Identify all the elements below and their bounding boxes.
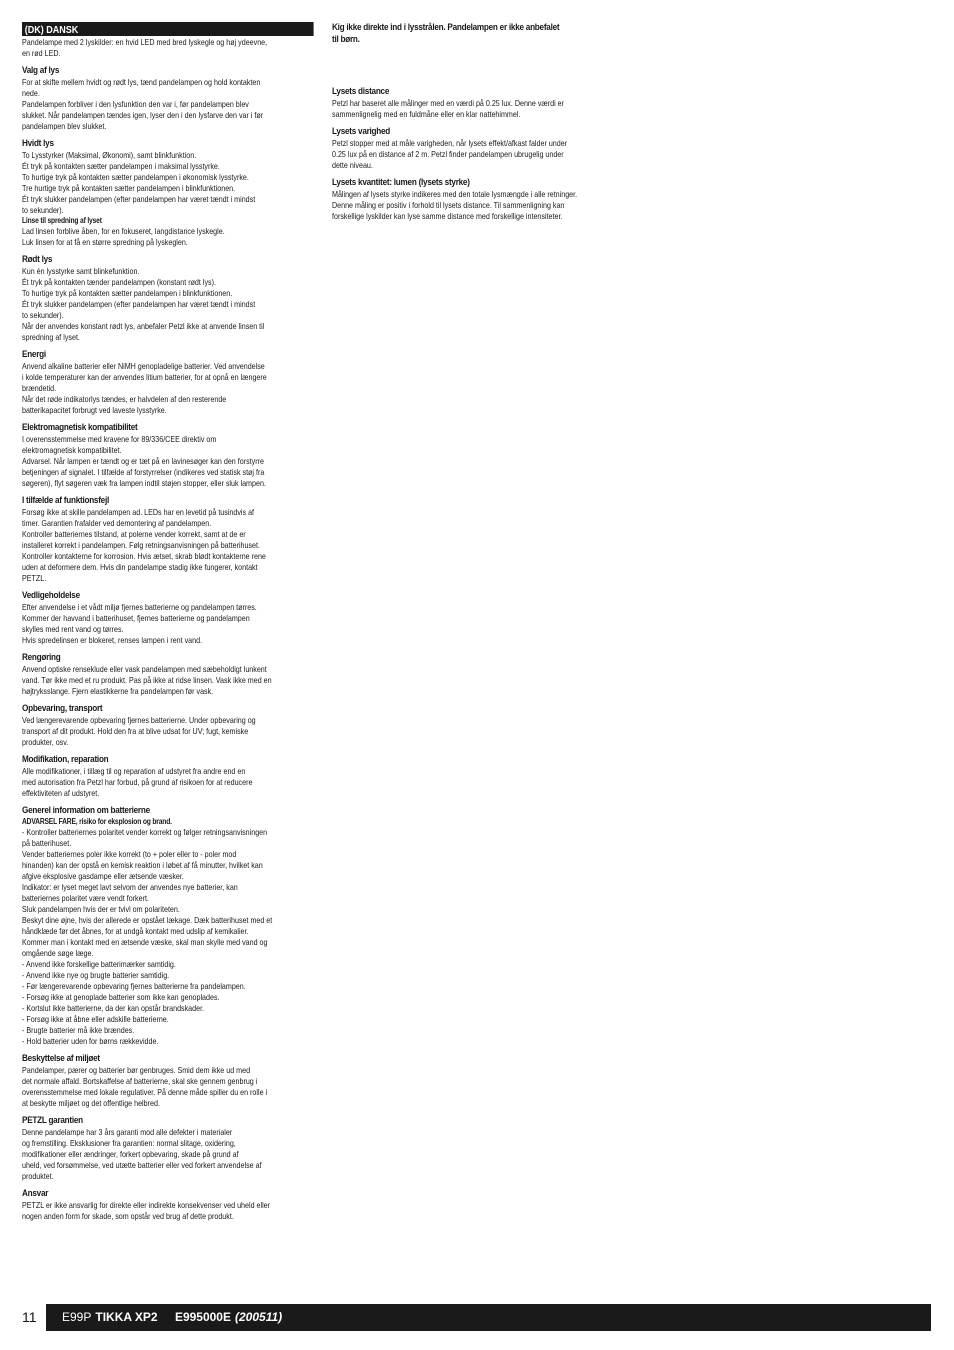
section-body: I overensstemmelse med kravene for 89/336/CEE direktiv om elektromagnetisk kompatibilitet. Advarsel. Når lampen er tændt og er tæt på en lavinesøger kan den forstyrre betjeningen af signalet. I tilfælde af forstyrrelser (indikeres ved statisk støj fra søgeren), flyt søgeren væk fra lampen indtil støjen stopper, eller sluk lampen. bbox=[22, 434, 266, 488]
section-body: Pandelamper, pærer og batterier bør genbruges. Smid dem ikke ud med det normale affald. Bortskaffelse af batterierne, skal ske gennem genbrug i overensstemmelse med lokale regulativer. På denne måde spiller du en rolle i at beskytte miljøet og det offentlige helbred. bbox=[22, 1065, 268, 1108]
section-body: Anvend optiske renseklude eller vask pandelampen med sæbeholdigt lunkent vand. Tør ikke med et ru produkt. Pas på ikke at ridse linsen. Vask ikke med en højtryksslange. Fjern elastikkerne fra pandelampen før vask. bbox=[22, 664, 272, 696]
left-column-content bbox=[22, 37, 313, 1222]
section-heading: Lysets varighed bbox=[332, 126, 391, 137]
left-column bbox=[22, 22, 314, 1222]
right-sections bbox=[332, 86, 621, 222]
language-label: (DK) DANSK bbox=[24, 25, 79, 36]
section-body: For at skifte mellem hvidt og rødt lys, tænd pandelampen og hold kontakten nede. Pandelampen forbliver i den lysfunktion den var i, før pandelampen blev slukket. Når pandelampen tændes igen, lyser den i den lysfarve den var i før pandelampen blev slukket. bbox=[22, 77, 264, 131]
section-body: Forsøg ikke at skille pandelampen ad. LEDs har en levetid på tusindvis af timer. Garantien frafalder ved demontering af pandelampen. Kontroller batteriernes tilstand, at polerne vender korrekt, samt at de er installeret korrekt i pandelampen. Følg retningsanvisningen på batterihuset. Kontroller kontakterne for korrosion. Hvis ætset, skrab blødt kontakterne rene uden at deformere dem. Hvis din pandelampe stadig ikke fungerer, kontakt PETZL. bbox=[22, 507, 266, 583]
section-heading: Vedligeholdelse bbox=[22, 590, 80, 601]
section-body: Alle modifikationer, i tillæg til og reparation af udstyret fra andre end en med autorisation fra Petzl har forbud, på grund af risikoen for at reducere effektiviteten af udstyret. bbox=[22, 766, 253, 798]
footer-ref: E995000E bbox=[174, 1310, 231, 1324]
section-heading: Ansvar bbox=[22, 1188, 49, 1199]
section-heading: Elektromagnetisk kompatibilitet bbox=[22, 422, 138, 433]
section-body: PETZL er ikke ansvarlig for direkte eller indirekte konsekvenser ved uheld eller nogen anden form for skade, som opstår ved brug af dette produkt. bbox=[22, 1200, 271, 1221]
section-subheading: Linse til spredning af lyset bbox=[22, 216, 102, 225]
right-column-content bbox=[332, 22, 621, 222]
section-heading: I tilfælde af funktionsfejl bbox=[22, 495, 109, 506]
section-body: Efter anvendelse i et vådt miljø fjernes batterierne og pandelampen tørres. Kommer der havvand i batterihuset, fjernes batterierne og pandelampen skylles med rent vand og tørres. Hvis spredelinsen er blokeret, renses lampen i rent vand. bbox=[22, 602, 257, 645]
section-heading: Valg af lys bbox=[22, 65, 60, 76]
section-heading: Lysets distance bbox=[332, 86, 390, 97]
page-number: 11 bbox=[22, 1309, 37, 1325]
footer-date: (200511) bbox=[235, 1310, 283, 1324]
right-column bbox=[332, 22, 622, 222]
section-subbody: - Kontroller batteriernes polaritet vender korrekt og følger retningsanvisningen på batterihuset. Vender batteriernes poler ikke korrekt (to + poler eller to - poler mod hinanden) kan der opstå en kemisk reaktion i løbet af få minutter, hvilket kan afgive eksplosive gasdampe eller ætsende væsker. Indikator: er lyset meget lavt selvom der anvendes nye batterier, kan batteriernes polaritet være vendt forkert. Sluk pandelampen hvis der er tvivl om polariteten. Beskyt dine øjne, hvis der allerede er opstået lækage. Dæk batterihuset med et håndklæde før det åbnes, for at undgå kontakt med udslip af kemikalier. Kommer man i kontakt med en ætsende væske, skal man skylle med vand og omgående søge læge. - Anvend ikke forskellige batterimærker samtidig. - Anvend ikke nye og brugte batterier samtidig. - Før længerevarende opbevaring fjernes batterierne fra pandelampen. - Forsøg ikke at genoplade batterier som ikke kan genoplades. - Kortslut ikke batterierne, da der kan opstår brandskader. - Forsøg ikke at åbne eller adskille batterierne. - Brugte batterier må ikke brændes. - Hold batterier uden for børns rækkevidde. bbox=[22, 827, 273, 1046]
section-body: Anvend alkaline batterier eller NiMH genopladelige batterier. Ved anvendelse i kolde temperaturer kan der anvendes litium batterier, for at opnå en længere brændetid. Når det røde indikatorlys tændes, er halvdelen af den resterende batterikapacitet forbrugt ved laveste lysstyrke. bbox=[22, 361, 267, 415]
section-body: Målingen af lysets styrke indikeres med den totale lysmængde i alle retninger. Denne måling er positiv i forhold til lysets distance. Til sammenligning kan forskellige lyskilder kan lyse samme distance med forskellige intensiteter. bbox=[332, 189, 578, 221]
section-heading: Lysets kvantitet: lumen (lysets styrke) bbox=[332, 177, 470, 188]
warning-text: Kig ikke direkte ind i lysstrålen. Pandelampen er ikke anbefalet til børn. bbox=[332, 22, 560, 45]
section-heading: Energi bbox=[22, 349, 46, 360]
section-subheading: ADVARSEL FARE, risiko for eksplosion og brand. bbox=[22, 817, 172, 826]
left-sections bbox=[22, 65, 313, 1222]
section-heading: Opbevaring, transport bbox=[22, 703, 103, 714]
section-body: Ved længerevarende opbevaring fjernes batterierne. Under opbevaring og transport af dit produkt. Hold den fra at blive udsat for UV; fugt, kemiske produkter, osv. bbox=[22, 715, 256, 747]
section-body: Kun én lysstyrke samt blinkefunktion. Ét tryk på kontakten tænder pandelampen (konstant rødt lys). To hurtige tryk på kontakten sætter pandelampen i blinkfunktionen. Ét tryk slukker pandelampen (efter pandelampen har været tændt i mindst to sekunder). Når der anvendes konstant rødt lys, anbefaler Petzl ikke at anvende linsen til spredning af lyset. bbox=[22, 266, 265, 342]
intro-text: Pandelampe med 2 lyskilder: en hvid LED med bred lyskegle og høj ydeevne, en rød LED. bbox=[22, 37, 268, 58]
footer bbox=[0, 1304, 954, 1331]
section-heading: PETZL garantien bbox=[22, 1115, 83, 1126]
section-heading: Hvidt lys bbox=[22, 138, 54, 149]
footer-code: E99P bbox=[62, 1310, 92, 1324]
section-heading: Generel information om batterierne bbox=[22, 805, 150, 816]
section-heading: Beskyttelse af miljøet bbox=[22, 1053, 100, 1064]
section-heading: Modifikation, reparation bbox=[22, 754, 109, 765]
footer-product: TIKKA XP2 bbox=[95, 1310, 158, 1324]
language-header bbox=[22, 22, 314, 36]
section-body: To Lysstyrker (Maksimal, Økonomi), samt blinkfunktion. Ét tryk på kontakten sætter pandelampen i maksimal lysstyrke. To hurtige tryk på kontakten sætter pandelampen i økonomisk lysstyrke. Tre hurtige tryk på kontakten sætter pandelampen i blinkfunktionen. Ét tryk slukker pandelampen (efter pandelampen har været tændt i mindst to sekunder). bbox=[22, 150, 256, 215]
section-body: Petzl har baseret alle målinger med en værdi på 0.25 lux. Denne værdi er sammenlignelig med en fuldmåne eller en klar nattehimmel. bbox=[332, 98, 565, 119]
section-body: Denne pandelampe har 3 års garanti mod alle defekter i materialer og fremstilling. Eksklusioner fra garantien: normal slitage, oxidering, modifikationer eller ændringer, forkert opbevaring, skade på grund af uheld, ved forsømmelse, ved utætte batterier eller ved forkert anvendelse af produktet. bbox=[22, 1127, 262, 1181]
section-body: Petzl stopper med at måle varigheden, når lysets effekt/afkast falder under 0.25 lux på en distance af 2 m. Petzl finder pandelampen ubrugelig under dette niveau. bbox=[332, 138, 568, 170]
footer-bar bbox=[46, 1304, 931, 1331]
footer-text bbox=[62, 1310, 286, 1325]
section-heading: Rødt lys bbox=[22, 254, 53, 265]
section-subbody: Lad linsen forblive åben, for en fokuseret, langdistance lyskegle. Luk linsen for at få en større spredning på lyskeglen. bbox=[22, 226, 225, 247]
section-heading: Rengøring bbox=[22, 652, 61, 663]
